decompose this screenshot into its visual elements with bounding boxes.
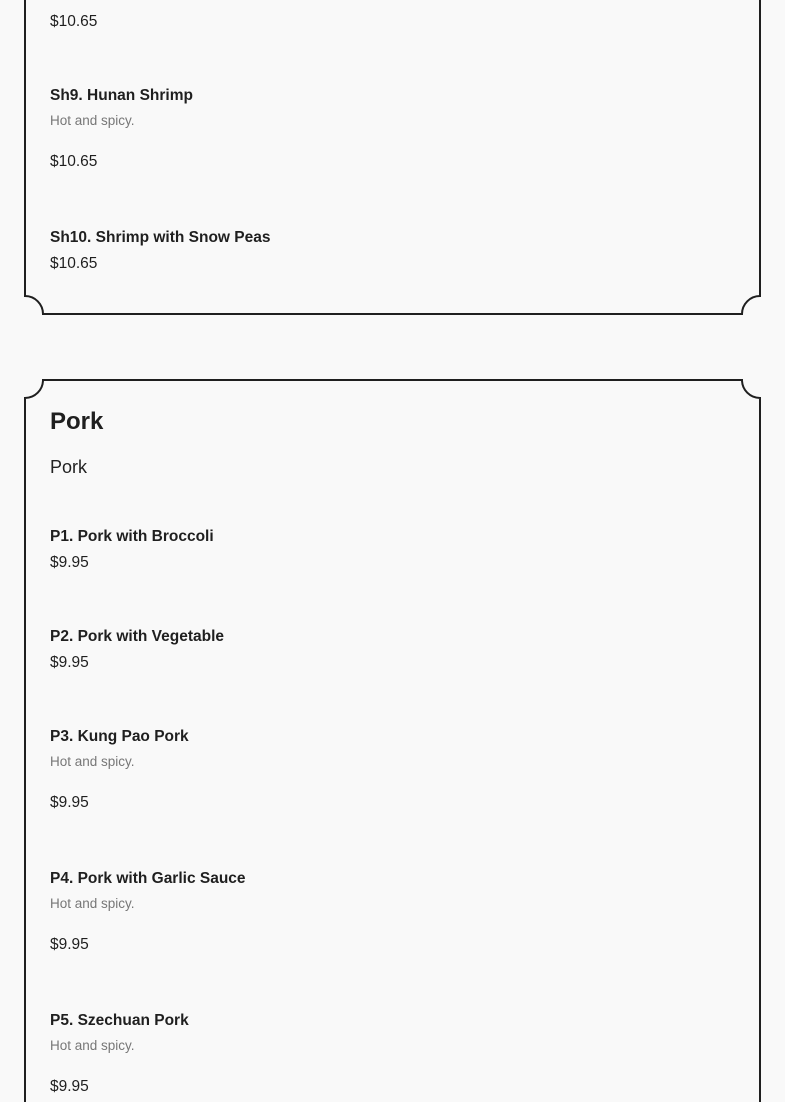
item-name: Sh10. Shrimp with Snow Peas (50, 229, 271, 246)
menu-item-p4[interactable] (50, 869, 246, 955)
menu-item-sh10[interactable] (50, 228, 271, 274)
item-name: Sh9. Hunan Shrimp (50, 87, 193, 104)
item-price: $9.95 (50, 1078, 89, 1095)
menu-item-p2[interactable] (50, 627, 224, 673)
item-description: Hot and spicy. (50, 896, 135, 911)
menu-item-p3[interactable] (50, 727, 189, 813)
menu-item-p5[interactable] (50, 1011, 189, 1097)
shrimp-section-card (24, 0, 761, 316)
menu-item-sh8[interactable] (50, 12, 97, 32)
section-title: Pork (50, 408, 104, 435)
menu-item-p1[interactable] (50, 527, 214, 573)
item-description: Hot and spicy. (50, 754, 135, 769)
item-price: $9.95 (50, 936, 89, 953)
item-description: Hot and spicy. (50, 113, 135, 128)
item-price: $9.95 (50, 654, 89, 671)
item-name: P1. Pork with Broccoli (50, 528, 214, 545)
section-subtitle: Pork (50, 457, 88, 477)
item-description: Hot and spicy. (50, 1038, 135, 1053)
pork-section-card (24, 378, 761, 1102)
item-name: P3. Kung Pao Pork (50, 728, 189, 745)
item-name: P5. Szechuan Pork (50, 1012, 189, 1029)
item-name: P4. Pork with Garlic Sauce (50, 870, 246, 887)
item-name: P2. Pork with Vegetable (50, 628, 225, 645)
item-price: $9.95 (50, 794, 89, 811)
item-price: $10.65 (50, 13, 98, 30)
item-price: $10.65 (50, 255, 98, 272)
item-price: $10.65 (50, 153, 98, 170)
menu-item-sh9[interactable] (50, 86, 193, 172)
item-price: $9.95 (50, 554, 89, 571)
